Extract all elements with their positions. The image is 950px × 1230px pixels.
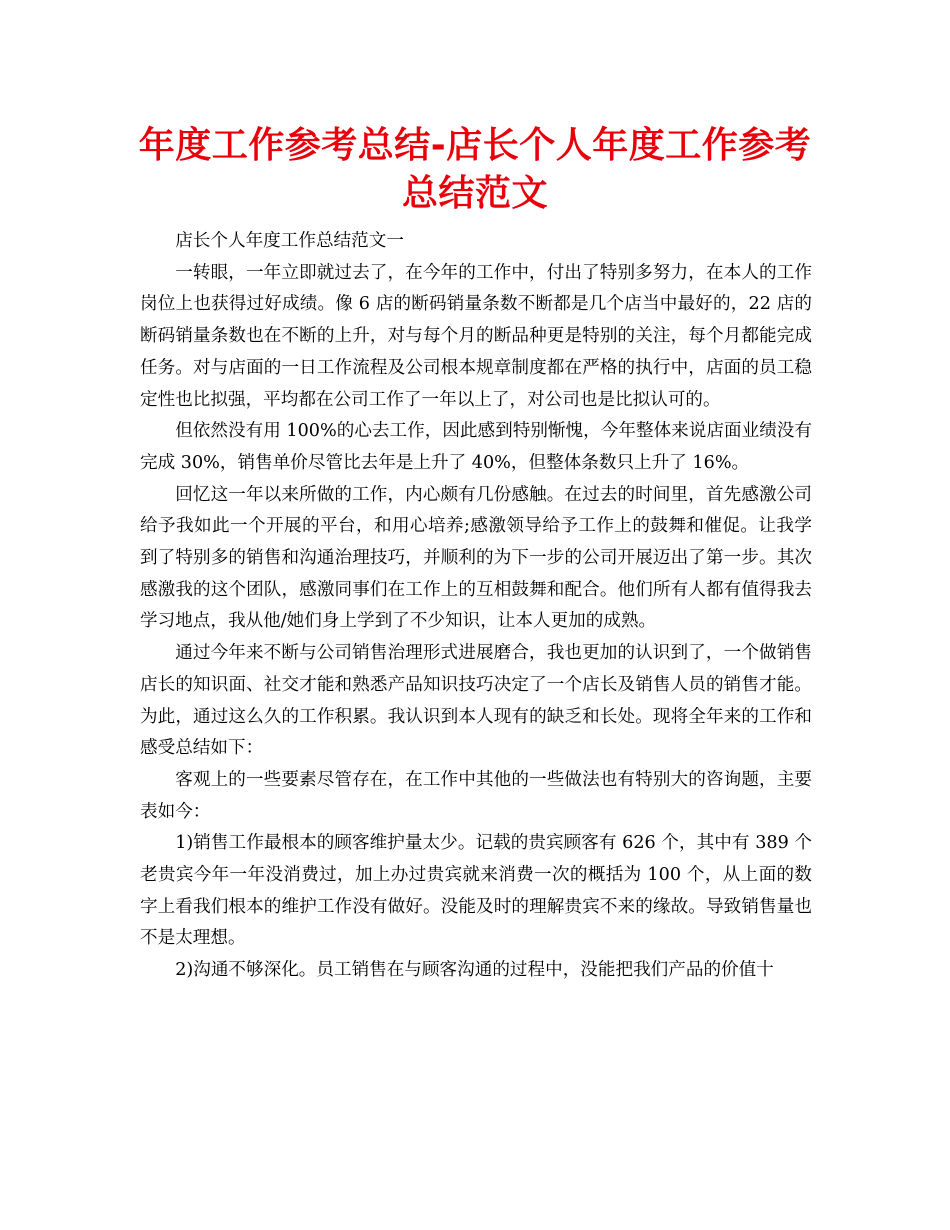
body-paragraph: 一转眼，一年立即就过去了，在今年的工作中，付出了特别多努力，在本人的工作岗位上也获得过好成绩。像 6 店的断码销量条数不断都是几个店当中最好的，22 店的断码销量条数也在不断的上升，对与每个月的断品种更是特别的关注，每个月都能完成任务。对与店面的一日工作流程及公司根本规章制度都在严格的执行中，店面的员工稳定性也比拟强，平均都在公司工作了一年以上了，对公司也是比拟认可的。 [140, 262, 812, 410]
list-item-paragraph: 1)销售工作最根本的顾客维护量太少。记载的贵宾顾客有 626 个，其中有 389 个老贵宾今年一年没消费过，加上办过贵宾就来消费一次的概括为 100 个，从上面的数字上看我们根本的维护工作没有做好。没能及时的理解贵宾不来的缘故。导致销售量也不是太理想。 [140, 833, 812, 949]
body-paragraph: 客观上的一些要素尽管存在，在工作中其他的一些做法也有特别大的咨询题，主要表如今： [140, 769, 812, 822]
list-item-paragraph: 2)沟通不够深化。员工销售在与顾客沟通的过程中，没能把我们产品的价值十 [175, 960, 774, 981]
subheading-paragraph: 店长个人年度工作总结范文一 [175, 231, 404, 251]
document-body [140, 226, 812, 987]
body-paragraph: 回忆这一年以来所做的工作，内心颇有几份感触。在过去的时间里，首先感激公司给予我如此一个开展的平台，和用心培养;感激领导给予工作上的鼓舞和催促。让我学到了特别多的销售和沟通治理技巧，并顺利的为下一步的公司开展迈出了第一步。其次感激我的这个团队，感激同事们在工作上的互相鼓舞和配合。他们所有人都有值得我去学习地点，我从他/她们身上学到了不少知识，让本人更加的成熟。 [140, 484, 812, 632]
body-paragraph: 通过今年来不断与公司销售治理形式进展磨合，我也更加的认识到了，一个做销售店长的知识面、社交才能和熟悉产品知识技巧决定了一个店长及销售人员的销售才能。为此，通过这么久的工作积累。我认识到本人现有的缺乏和长处。现将全年来的工作和感受总结如下： [140, 643, 812, 759]
body-paragraph: 但依然没有用 100%的心去工作，因此感到特别惭愧，今年整体来说店面业绩没有完成 30%，销售单价尽管比去年是上升了 40%，但整体条数只上升了 16%。 [140, 421, 812, 473]
document-title: 年度工作参考总结-店长个人年度工作参考总结范文 [138, 125, 812, 214]
